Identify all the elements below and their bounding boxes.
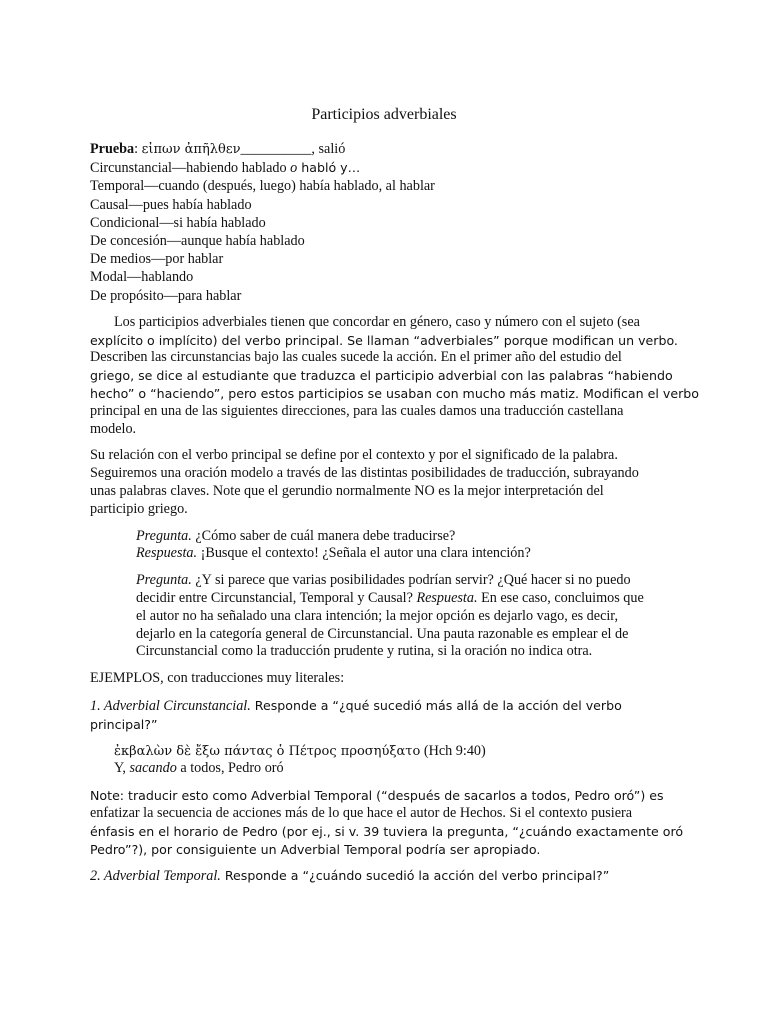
sense-proposito: De propósito—para hablar (90, 287, 242, 304)
sense-temporal: Temporal—cuando (después, luego) había hablado, al hablar (90, 178, 435, 195)
page-title: Participios adverbiales (311, 106, 457, 123)
prueba-tail: , salió (311, 141, 346, 157)
qa1-question: Pregunta. ¿Cómo saber de cuál manera debe traducirse? (136, 527, 456, 544)
qa1-answer: Respuesta. ¡Busque el contexto! ¿Señala el autor una clara intención? (136, 545, 531, 562)
sense-modal: Modal—hablando (90, 269, 194, 286)
example-2-heading: 2. Adverbial Temporal. Responde a “¿cuándo sucedió la acción del verbo principal?” (90, 868, 610, 885)
sense-circunstancial: Circunstancial—habiendo hablado o habló y… (90, 160, 361, 177)
prueba-list (90, 140, 678, 305)
ejemplos-heading: EJEMPLOS, con traducciones muy literales: (90, 670, 345, 687)
qa-block-2: Pregunta. ¿Y si parece que varias posibilidades podrían servir? ¿Qué hacer si no puedo decidir entre Circunstancial, Temporal y Causal? Respuesta. En ese caso, concluimos que el autor no ha señalado una clara intención; la mejor opción es dejarlo vago, es decir, dejarlo en la categoría general de Circunstancial. Una pauta razonable es emplear el de Circunstancial como la traducción prudente y rutina, si la oración no indica otra. (136, 572, 644, 660)
sense-concesion: De concesión—aunque había hablado (90, 233, 305, 250)
sense-causal: Causal—pues había hablado (90, 196, 252, 213)
prueba-line: Prueba: εἰπων ἀπῆλθεν__________, salió (90, 141, 346, 157)
paragraph-intro: Los participios adverbiales tienen que concordar en género, caso y número con el sujeto (sea explícito o implícito) del verbo principal. Se llaman “adverbiales” porque modifican un verbo. Describen las circunstancias bajo las cuales sucede la acción. En el primer año del estudio del griego, se dice al estudiante que traduzca el participio adverbial con las palabras “habiendo hecho” o “haciendo”, pero estos participios se usaban con mucho más matiz. Modifican el verbo principal en una de las siguientes direcciones, para las cuales damos una traducción castellana modelo. (90, 313, 699, 437)
sense-medios: De medios—por hablar (90, 251, 224, 268)
sense-condicional: Condicional—si había hablado (90, 214, 266, 231)
prueba-greek: εἰπων ἀπῆλθεν (141, 142, 241, 157)
example-1-heading: 1. Adverbial Circunstancial. Responde a “¿qué sucedió más allá de la acción del verbo principal?” (90, 697, 622, 732)
note-paragraph: Note: traducir esto como Adverbial Temporal (“después de sacarlos a todos, Pedro oró”) es enfatizar la secuencia de acciones más de lo que hace el autor de Hechos. Si el contexto pusiera énfasis en el horario de Pedro (por ej., si v. 39 tuviera la pregunta, “¿cuándo exactamente oró Pedro”?), por consiguiente un Adverbial Temporal podría ser apropiado. (90, 788, 684, 857)
paragraph-relacion: Su relación con el verbo principal se define por el contexto y por el significado de la palabra. Seguiremos una oración modelo a través de las distintas posibilidades de traducción, subrayando unas palabras claves. Note que el gerundio normalmente NO es la mejor interpretación del participio griego. (90, 447, 639, 517)
prueba-blank: __________ (240, 141, 312, 157)
qa-block-1 (136, 528, 678, 564)
example-1-body (114, 743, 678, 779)
example-1-translation: Y, sacando a todos, Pedro oró (114, 760, 284, 777)
prueba-label: Prueba (90, 141, 135, 157)
example-1-greek: ἐκβαλὼν δὲ ἔξω πάντας ὁ Πέτρος προσηύξατο (Hch 9:40) (114, 742, 486, 759)
